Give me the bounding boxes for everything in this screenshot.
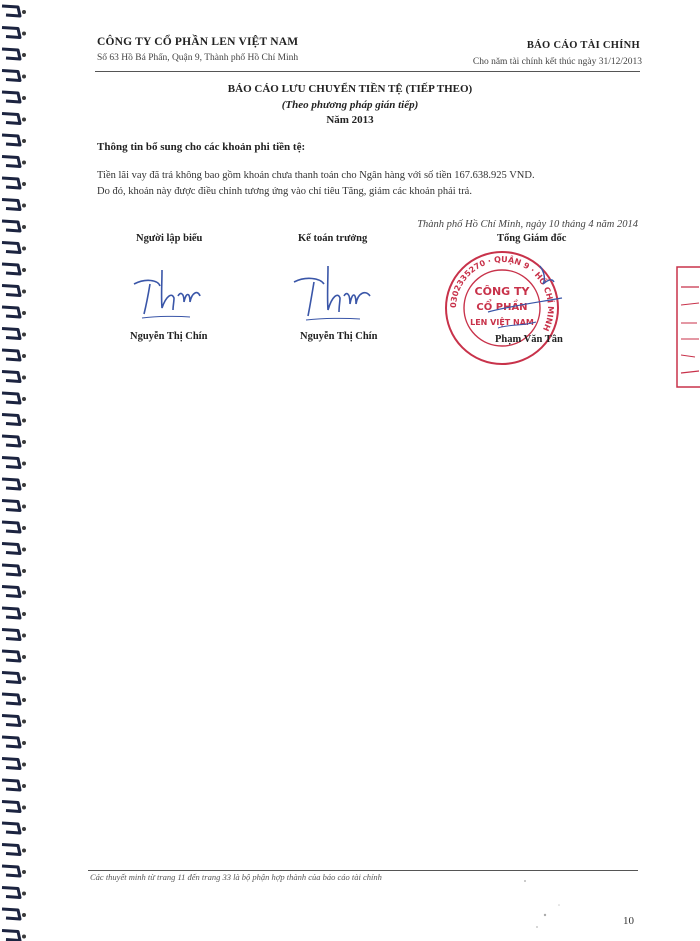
binding-hole bbox=[22, 612, 26, 616]
footer-divider bbox=[88, 870, 638, 871]
binding-loop bbox=[2, 694, 20, 704]
binding-hole bbox=[22, 268, 26, 272]
signing-dateline: Thành phố Hồ Chí Minh, ngày 10 tháng 4 năm 2014 bbox=[417, 219, 638, 230]
binding-hole bbox=[22, 741, 26, 745]
binding-loop bbox=[2, 28, 20, 38]
binding-hole bbox=[22, 720, 26, 724]
section-heading: Thông tin bổ sung cho các khoản phi tiền tệ: bbox=[97, 141, 306, 153]
binding-hole bbox=[22, 827, 26, 831]
binding-loop bbox=[2, 200, 20, 210]
binding-hole bbox=[22, 182, 26, 186]
binding-loop bbox=[2, 221, 20, 231]
binding-loop bbox=[2, 479, 20, 489]
binding-loop bbox=[2, 845, 20, 855]
preparer-signature bbox=[128, 262, 208, 322]
binding-loop bbox=[2, 651, 20, 661]
binding-loop bbox=[2, 823, 20, 833]
preparer-name: Nguyễn Thị Chín bbox=[130, 331, 208, 342]
binding-loop bbox=[2, 866, 20, 876]
binding-loop bbox=[2, 415, 20, 425]
svg-text:0302335270 · QUẬN 9 · HỒ CHÍ M: 0302335270 · QUẬN 9 · HỒ CHÍ MINH bbox=[448, 254, 556, 333]
binding-hole bbox=[22, 10, 26, 14]
binding-hole bbox=[22, 397, 26, 401]
binding-hole bbox=[22, 655, 26, 659]
binding-loop bbox=[2, 393, 20, 403]
binding-hole bbox=[22, 698, 26, 702]
svg-text:CỔ PHẦN: CỔ PHẦN bbox=[476, 302, 528, 313]
binding-loop bbox=[2, 6, 20, 16]
spiral-binding bbox=[0, 0, 30, 941]
binding-loop bbox=[2, 544, 20, 554]
binding-loop bbox=[2, 501, 20, 511]
report-method: (Theo phương pháp gián tiếp) bbox=[281, 99, 419, 111]
preparer-role: Người lập biểu bbox=[136, 233, 203, 244]
company-seal bbox=[440, 248, 565, 368]
accountant-name: Nguyễn Thị Chín bbox=[300, 331, 378, 342]
binding-loop bbox=[2, 286, 20, 296]
binding-hole bbox=[22, 892, 26, 896]
binding-hole bbox=[22, 440, 26, 444]
binding-loop bbox=[2, 458, 20, 468]
binding-hole bbox=[22, 354, 26, 358]
binding-hole bbox=[22, 419, 26, 423]
binding-loop bbox=[2, 780, 20, 790]
binding-hole bbox=[22, 569, 26, 573]
footer-note: Các thuyết minh từ trang 11 đến trang 33 là bộ phận hợp thành của báo cáo tài chính bbox=[90, 872, 382, 882]
binding-hole bbox=[22, 311, 26, 315]
binding-hole bbox=[22, 548, 26, 552]
binding-hole bbox=[22, 849, 26, 853]
binding-hole bbox=[22, 333, 26, 337]
binding-loop bbox=[2, 931, 20, 941]
report-type: BÁO CÁO TÀI CHÍNH bbox=[526, 40, 640, 51]
binding-loop bbox=[2, 49, 20, 59]
binding-hole bbox=[22, 634, 26, 638]
binding-loop bbox=[2, 243, 20, 253]
company-name: CÔNG TY CỔ PHẦN LEN VIỆT NAM bbox=[97, 36, 299, 48]
binding-loop bbox=[2, 630, 20, 640]
binding-hole bbox=[22, 139, 26, 143]
binding-loop bbox=[2, 909, 20, 919]
binding-loop bbox=[2, 522, 20, 532]
director-name: Phạm Văn Tân bbox=[495, 334, 563, 345]
binding-hole bbox=[22, 204, 26, 208]
binding-hole bbox=[22, 75, 26, 79]
binding-loop bbox=[2, 372, 20, 382]
binding-hole bbox=[22, 32, 26, 36]
binding-loop bbox=[2, 329, 20, 339]
accountant-signature bbox=[290, 262, 380, 324]
accountant-role: Kế toán trưởng bbox=[298, 233, 368, 244]
section-paragraph-line-2: Do đó, khoản này được điều chỉnh tương ứng vào chỉ tiêu Tăng, giảm các khoản phải trả. bbox=[97, 186, 472, 197]
binding-loop bbox=[2, 608, 20, 618]
binding-hole bbox=[22, 53, 26, 57]
binding-loop bbox=[2, 802, 20, 812]
binding-hole bbox=[22, 784, 26, 788]
binding-loop bbox=[2, 157, 20, 167]
binding-loop bbox=[2, 350, 20, 360]
binding-hole bbox=[22, 376, 26, 380]
binding-hole bbox=[22, 763, 26, 767]
binding-hole bbox=[22, 247, 26, 251]
binding-hole bbox=[22, 483, 26, 487]
binding-loop bbox=[2, 716, 20, 726]
director-role: Tổng Giám đốc bbox=[497, 233, 567, 244]
header-divider bbox=[95, 71, 640, 72]
binding-loop bbox=[2, 178, 20, 188]
binding-loop bbox=[2, 264, 20, 274]
binding-loop bbox=[2, 135, 20, 145]
binding-hole bbox=[22, 505, 26, 509]
binding-hole bbox=[22, 161, 26, 165]
report-year: Năm 2013 bbox=[326, 114, 374, 126]
binding-hole bbox=[22, 526, 26, 530]
binding-loop bbox=[2, 737, 20, 747]
binding-loop bbox=[2, 436, 20, 446]
binding-loop bbox=[2, 587, 20, 597]
binding-loop bbox=[2, 565, 20, 575]
binding-hole bbox=[22, 290, 26, 294]
binding-loop bbox=[2, 759, 20, 769]
binding-hole bbox=[22, 591, 26, 595]
company-address: Số 63 Hồ Bá Phấn, Quận 9, Thành phố Hồ Chí Minh bbox=[97, 53, 299, 63]
binding-loop bbox=[2, 71, 20, 81]
svg-text:LEN VIỆT NAM: LEN VIỆT NAM bbox=[470, 318, 534, 327]
binding-hole bbox=[22, 935, 26, 939]
binding-hole bbox=[22, 462, 26, 466]
report-period: Cho năm tài chính kết thúc ngày 31/12/2013 bbox=[472, 57, 642, 67]
report-title: BÁO CÁO LƯU CHUYỂN TIỀN TỆ (TIẾP THEO) bbox=[227, 83, 473, 95]
svg-text:CÔNG TY: CÔNG TY bbox=[474, 285, 530, 298]
binding-loop bbox=[2, 888, 20, 898]
binding-hole bbox=[22, 225, 26, 229]
binding-loop bbox=[2, 307, 20, 317]
page-number: 10 bbox=[623, 915, 634, 927]
binding-hole bbox=[22, 677, 26, 681]
binding-hole bbox=[22, 806, 26, 810]
partial-edge-stamp bbox=[675, 265, 700, 390]
scan-artifacts bbox=[515, 875, 575, 935]
section-paragraph-line-1: Tiền lãi vay đã trả không bao gồm khoản chưa thanh toán cho Ngân hàng với số tiền 167.638.925 VND. bbox=[97, 170, 535, 181]
binding-hole bbox=[22, 870, 26, 874]
binding-hole bbox=[22, 913, 26, 917]
binding-loop bbox=[2, 673, 20, 683]
